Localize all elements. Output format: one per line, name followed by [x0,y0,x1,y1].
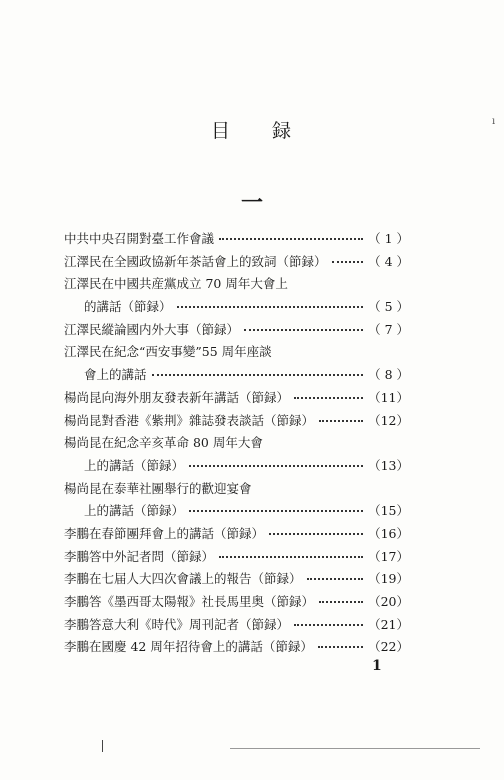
toc-entry [64,547,409,570]
title-right-char: 録 [272,120,294,142]
toc-entry-title: 李鵬在國慶 42 周年招待會上的講話（節録） [64,639,313,655]
toc-entry [64,456,409,479]
toc-entry-title: 的講話（節録） [84,299,172,315]
toc-entry-page: （15） [368,503,409,519]
toc-entry-page: （ 7 ） [368,321,409,337]
dot-leader [189,465,363,467]
toc-entry-page: （11） [368,389,409,405]
toc-entry-title: 李鵬在春節團拜會上的講話（節録） [64,525,265,541]
dot-leader [269,533,363,535]
toc-entry [64,592,409,615]
toc-entry [64,252,409,275]
dot-leader [219,556,363,558]
toc-entry [64,274,409,297]
toc-entry-title: 楊尚昆在泰華社團舉行的歡迎宴會 [64,480,252,496]
toc-entry-title: 李鵬答《墨西哥太陽報》社長馬里奥（節録） [64,594,315,609]
toc-entry-title: 上的講話（節録） [84,457,185,473]
dot-leader [152,374,364,376]
toc-entry [64,637,409,660]
dot-leader [177,306,364,308]
toc-entry-title: 江澤民在中國共産黨成立 70 周年大會上 [64,276,288,292]
scan-artifact-line [230,748,480,749]
dot-leader [332,261,364,263]
toc-entry-page: （12） [368,412,409,428]
toc-entry [64,501,409,524]
toc-entry-page: （13） [368,457,409,473]
toc-entry-title: 楊尚昆對香港《紫荆》雜誌發表談話（節録） [64,412,315,428]
toc-list [64,229,409,660]
toc-entry-page: （ 5 ） [368,299,409,315]
toc-entry-title: 江澤民縱論國内外大事（節録） [64,321,240,337]
dot-leader [318,646,363,648]
toc-entry-page: （20） [368,594,409,609]
toc-entry [64,388,409,411]
toc-entry [64,615,409,638]
toc-entry-title: 李鵬答意大利《時代》周刊記者（節録） [64,616,290,632]
toc-entry-title: 江澤民在紀念“西安事變”55 周年座談 [64,344,272,360]
toc-entry-title: 李鵬在七届人大四次會議上的報告（節録） [64,571,302,587]
page-title [0,116,504,143]
toc-entry-page: （ 8 ） [368,367,409,383]
toc-entry [64,411,409,434]
title-left-char: 目 [210,120,232,142]
toc-entry-page: （19） [368,571,409,587]
toc-entry [64,479,409,502]
dot-leader [307,578,364,580]
toc-entry-title: 楊尚昆在紀念辛亥革命 80 周年大會 [64,435,263,451]
dot-leader [294,624,363,626]
toc-entry-page: （21） [368,616,409,632]
toc-entry-title: 江澤民在全國政協新年茶話會上的致詞（節録） [64,253,327,269]
toc-entry-title: 李鵬答中外記者問（節録） [64,548,215,564]
page-number: 1 [372,658,382,674]
dot-leader [219,238,363,240]
toc-entry-title: 會上的講話 [84,367,147,383]
toc-entry [64,342,409,365]
toc-entry-title: 中共中央召開對臺工作會議 [64,231,215,246]
toc-entry [64,569,409,592]
margin-mark: ı [492,116,496,127]
toc-entry-page: （ 1 ） [368,231,409,246]
toc-entry-page: （22） [368,639,409,655]
toc-entry [64,524,409,547]
toc-entry [64,297,409,320]
toc-entry-page: （16） [368,525,409,541]
section-mark: 一 [240,190,263,216]
dot-leader [244,329,363,331]
toc-entry-title: 楊尚昆向海外朋友發表新年講話（節録） [64,389,290,405]
dot-leader [189,510,363,512]
dot-leader [319,420,363,422]
toc-entry [64,229,409,252]
toc-entry-page: （ 4 ） [368,253,409,269]
toc-entry-page: （17） [368,548,409,564]
scan-artifact-mark [102,740,103,752]
dot-leader [319,601,363,603]
toc-entry [64,433,409,456]
toc-entry [64,365,409,388]
toc-entry-title: 上的講話（節録） [84,503,185,519]
dot-leader [294,397,363,399]
toc-entry [64,320,409,343]
